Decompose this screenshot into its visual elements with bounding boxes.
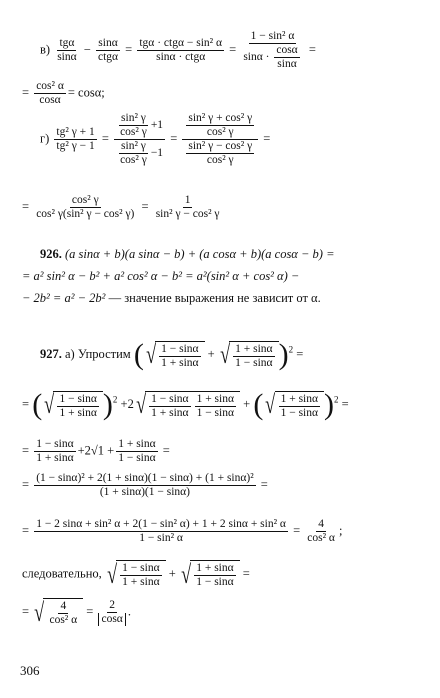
problem-926-line2: = a² sin² α − b² + a² cos² α − b² = a²(sin² α + cos² α) − — [22, 269, 300, 283]
frac-g1: $\frac{\text{tg² γ + 1}}{\text{tg² γ − 1}}$ — [56, 126, 95, 152]
label-g: г) — [40, 131, 50, 146]
frac-g-line2-right: $\frac{1}{\text{sin² γ − cos² γ}}$ — [155, 194, 220, 220]
problem-927-step5: = $\frac{\text{1 − 2 sinα + sin² α + 2(1 − sin² α) + 1 + 2 sinα + sin² α}}{\text{1 − sin² α}}$ = $\frac{4}{\text{cos² α}}$ ; — [22, 518, 343, 544]
problem-927-conclusion: следовательно, √ $\frac{1 - \sin\alpha}{1 + \sin\alpha}$ + √ $\frac{1 + \sin\alpha}{1 - \sin\alpha}$ = — [22, 559, 250, 589]
problem-926-line1: 926. (a sinα + b)(a sinα − b) + (a cosα + b)(a cosα − b) = — [40, 247, 335, 261]
problem-927-intro: 927. а) Упростим ( √ $\frac{1 - \sin\alpha}{1 + \sin\alpha}$ + √ $\frac{1 + \sin\alpha}{1 - \sin\alpha}$ )$^2$ = — [40, 338, 304, 371]
problem-927-final: = √ $\frac{4}{\text{cos² α}}$ = $\frac{2}{\cos\alpha}$ . — [22, 597, 131, 627]
solution-g-line1: г) $\frac{\text{tg² γ + 1}}{\text{tg² γ − 1}}$ = $\frac{\text{sin² γ}}{\text{cos² γ}}$ +1 $\frac{\text{sin² γ}}{\text{cos² γ}}$ −1 = $\frac{\frac{\text{sin² γ + cos² γ}}{\text{cos² γ}}}{\frac{\text{sin² γ − cos² γ}}{\text{cos² γ}}}$ = — [40, 112, 271, 166]
frac-v4-inner: $\frac{\cos\alpha}{\sin\alpha}$ — [276, 44, 298, 70]
problem-927-step3: = $\frac{1 - \sin\alpha}{1 + \sin\alpha}$ +2√1 + $\frac{1 + \sin\alpha}{1 - \sin\alpha}$ = — [22, 438, 170, 464]
page-number: 306 — [20, 663, 40, 678]
label-v: в) — [40, 42, 51, 57]
frac-g3: $\frac{\frac{\text{sin² γ + cos² γ}}{\text{cos² γ}}}{\frac{\text{sin² γ − cos² γ}}{\text{cos² γ}}}$ — [182, 112, 258, 167]
frac-v-line2: $\frac{\text{cos² α}}{\cos\alpha}$ — [36, 80, 64, 106]
problem-927-step4: = $\frac{\text{(1 − sinα)² + 2(1 + sinα)(1 − sinα) + (1 + sinα)²}}{(1 + \sin\alpha)(1 - \sin\alpha)}$ = — [22, 472, 268, 498]
problem-926-line3: − 2b² = a² − 2b² — значение выражения не зависит от α. — [22, 291, 321, 305]
frac-v4: 1 − sin² α sinα · $\frac{\cos\alpha}{\sin\alpha}$ — [243, 30, 298, 70]
solution-v-line2: = $\frac{\text{cos² α}}{\cos\alpha}$ = cosα; — [22, 80, 105, 106]
solution-g-line2: = $\frac{\text{cos² γ}}{\text{cos² γ(sin² γ − cos² γ)}}$ = $\frac{1}{\text{sin² γ − cos² γ}}$ — [22, 194, 220, 220]
problem-926-number: 926. — [40, 247, 62, 261]
frac-v3: $\frac{\text{tgα · ctgα − sin² α}}{\text{sinα · ctgα}}$ — [139, 37, 222, 63]
problem-927-step2: = ( √ $\frac{1 - \sin\alpha}{1 + \sin\alpha}$ )$^2$ +2 √ $\frac{1 - \sin\alpha}{1 + \sin\alpha}$ $\frac{1 + \sin\alpha}{1 - \sin\alpha}$ + ( √ $\frac{1 + \sin\alpha}{1 - \sin\alpha}$ )$^2$ = — [22, 388, 349, 421]
solution-v-line1: в) $\frac{\text{tgα}}{\sin\alpha}$ − $\frac{\sin\alpha}{\text{ctgα}}$ = $\frac{\text{tgα · ctgα − sin² α}}{\text{sinα · ctgα}}$ = 1 − sin² α sinα · $\frac{\cos\alpha}{\sin\alpha}$ = — [40, 30, 316, 70]
frac-g2: $\frac{\text{sin² γ}}{\text{cos² γ}}$ +1 $\frac{\text{sin² γ}}{\text{cos² γ}}$ −1 — [114, 112, 165, 167]
frac-g-line2: $\frac{\text{cos² γ}}{\text{cos² γ(sin² γ − cos² γ)}}$ — [36, 194, 135, 220]
problem-927-number: 927. — [40, 346, 62, 361]
frac-v2: $\frac{\sin\alpha}{\text{ctgα}}$ — [97, 37, 119, 63]
frac-v1: $\frac{\text{tgα}}{\sin\alpha}$ — [57, 37, 77, 63]
